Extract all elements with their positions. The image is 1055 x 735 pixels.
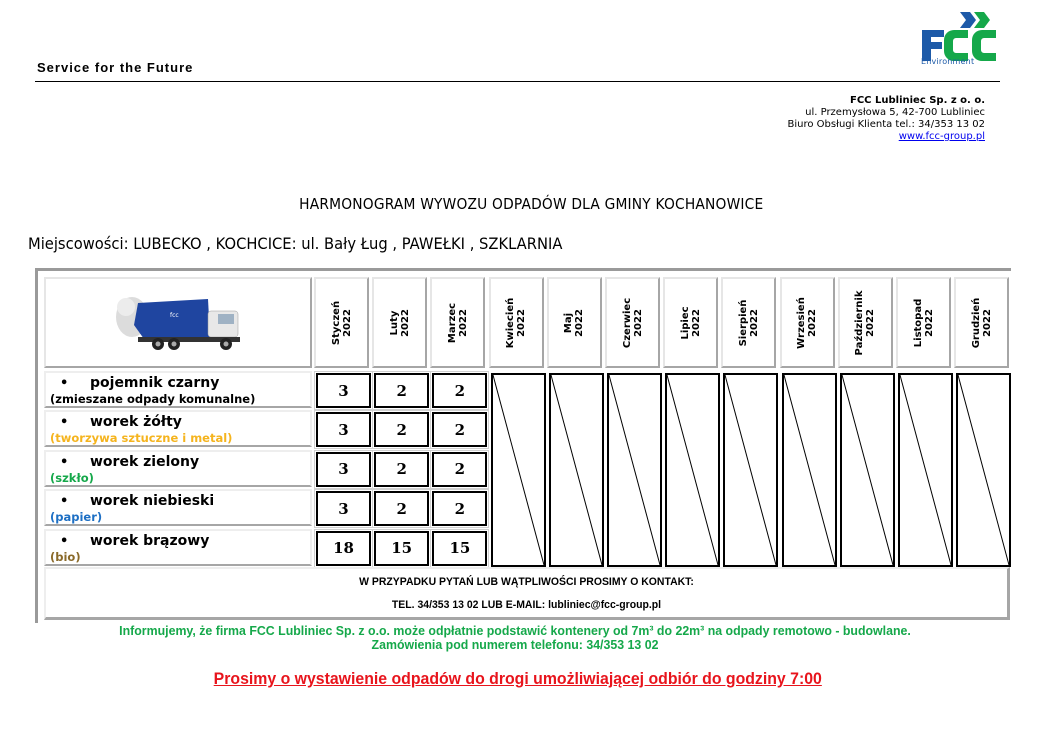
- month-name: Listopad: [912, 298, 924, 347]
- contact-line-1: W PRZYPADKU PYTAŃ LUB WĄTPLIWOŚCI PROSIMY O KONTAKT:: [359, 576, 694, 588]
- no-pickup-cell: [491, 373, 546, 567]
- waste-type-label: worek brązowy: [90, 532, 210, 549]
- month-name: Maj: [563, 312, 575, 333]
- bullet-icon: •: [60, 454, 69, 470]
- strike-diagonal-icon: [493, 375, 544, 565]
- bullet-icon: •: [60, 494, 69, 510]
- company-address: ul. Przemysłowa 5, 42-700 Lubliniec: [805, 107, 985, 118]
- month-header-label: [913, 298, 935, 346]
- no-pickup-cell: [956, 373, 1011, 567]
- month-name: Wrzesień: [796, 296, 808, 349]
- month-header-label: [854, 290, 876, 355]
- pickup-day-cell: 2: [374, 373, 429, 408]
- waste-type-description: (papier): [50, 510, 103, 525]
- month-header: [372, 277, 427, 368]
- waste-type-name: [60, 373, 310, 392]
- waste-type-name: [60, 491, 310, 510]
- schedule-table: [35, 268, 1011, 623]
- month-name: Grudzień: [970, 297, 982, 348]
- month-header: [663, 277, 718, 368]
- month-header-label: [796, 297, 818, 349]
- pickup-day-cell: 2: [374, 412, 429, 447]
- waste-type-row-label: [44, 489, 312, 526]
- no-pickup-cell: [840, 373, 895, 567]
- month-header-label: [563, 309, 585, 337]
- pickup-day-cell: 3: [316, 412, 371, 447]
- month-year: 2022: [690, 308, 702, 337]
- container-info-line-2: Zamówienia pod numerem telefonu: 34/353 13 02: [371, 637, 659, 652]
- waste-type-description: (zmieszane odpady komunalne): [50, 392, 256, 406]
- month-year: 2022: [516, 308, 528, 337]
- month-header-label: [505, 297, 527, 347]
- page-title-text: HARMONOGRAM WYWOZU ODPADÓW DLA GMINY KOCHANOWICE: [298, 195, 764, 213]
- bullet-icon: •: [60, 533, 69, 549]
- no-pickup-cell: [549, 373, 604, 567]
- strike-diagonal-icon: [842, 375, 893, 565]
- waste-type-description: (bio): [50, 549, 81, 564]
- waste-type-row-label: [44, 410, 312, 447]
- month-header-label: [971, 297, 993, 348]
- company-phone: Biuro Obsługi Klienta tel.: 34/353 13 02: [787, 119, 985, 130]
- strike-diagonal-icon: [958, 375, 1009, 565]
- month-header-label: [447, 302, 469, 342]
- month-header-label: [331, 300, 353, 344]
- month-header: [838, 277, 893, 368]
- waste-type-label: worek niebieski: [90, 493, 215, 510]
- month-name: Marzec: [446, 302, 458, 343]
- pickup-day-cell: 3: [316, 373, 371, 408]
- month-header: [896, 277, 951, 368]
- container-info-line-1: Informujemy, że firma FCC Lubliniec Sp. z o.o. może odpłatnie podstawić kontenery od 7m³ do 22m³ na odpady remotowo - budowlane.: [119, 623, 911, 638]
- month-header: [780, 277, 835, 368]
- month-header: [314, 277, 369, 368]
- month-name: Sierpień: [737, 299, 749, 346]
- waste-type-name: [60, 531, 310, 550]
- pickup-day-cell: 2: [432, 491, 487, 526]
- company-website-link[interactable]: www.fcc-group.pl: [898, 131, 985, 142]
- contact-line-2: TEL. 34/353 13 02 LUB E-MAIL: lubliniec@fcc-group.pl: [391, 599, 662, 611]
- pickup-day-cell: 3: [316, 491, 371, 526]
- slogan: Service for the Future: [37, 60, 194, 75]
- garbage-truck-icon: [108, 289, 248, 357]
- page-title: [0, 195, 1055, 213]
- strike-diagonal-icon: [900, 375, 951, 565]
- pickup-day-cell: 15: [432, 531, 487, 566]
- logo-caption: Environment: [921, 57, 975, 66]
- no-pickup-cell: [607, 373, 662, 567]
- month-name: Styczeń: [330, 300, 342, 345]
- month-header: [430, 277, 485, 368]
- month-year: 2022: [865, 308, 877, 337]
- waste-type-name: [60, 452, 310, 471]
- month-year: 2022: [632, 308, 644, 337]
- bullet-icon: •: [60, 376, 69, 391]
- month-header-label: [680, 306, 702, 339]
- no-pickup-cell: [723, 373, 778, 567]
- month-header: [489, 277, 544, 368]
- waste-type-description: (tworzywa sztuczne i metal): [50, 431, 233, 446]
- company-info: [788, 95, 985, 143]
- svg-text:fcc: fcc: [170, 312, 179, 319]
- month-header: [605, 277, 660, 368]
- pickup-day-cell: 18: [316, 531, 371, 566]
- pickup-day-cell: 2: [432, 412, 487, 447]
- pickup-notice-text: Prosimy o wystawienie odpadów do drogi umożliwiającej odbiór do godziny 7:00: [213, 670, 823, 688]
- month-header: [954, 277, 1009, 368]
- month-year: 2022: [807, 308, 819, 337]
- no-pickup-cell: [898, 373, 953, 567]
- pickup-day-cell: 15: [374, 531, 429, 566]
- pickup-day-cell: 2: [374, 491, 429, 526]
- waste-type-label: worek żółty: [90, 414, 182, 431]
- waste-type-label: worek zielony: [90, 453, 200, 470]
- month-header: [721, 277, 776, 368]
- towns-line: Miejscowości: LUBECKO , KOCHCICE: ul. Bały Ług , PAWEŁKI , SZKLARNIA: [28, 234, 563, 253]
- month-name: Lipiec: [679, 305, 691, 340]
- no-pickup-cell: [665, 373, 720, 567]
- month-year: 2022: [748, 308, 760, 337]
- company-name: FCC Lubliniec Sp. z o. o.: [850, 95, 985, 106]
- no-pickup-cell: [782, 373, 837, 567]
- month-header: [547, 277, 602, 368]
- month-name: Luty: [388, 310, 400, 335]
- month-year: 2022: [574, 308, 586, 337]
- container-info: [0, 624, 1030, 652]
- pickup-day-cell: 2: [374, 452, 429, 487]
- strike-diagonal-icon: [784, 375, 835, 565]
- strike-diagonal-icon: [551, 375, 602, 565]
- pickup-day-cell: 2: [432, 452, 487, 487]
- month-name: Październik: [854, 290, 866, 355]
- waste-type-row-label: [44, 450, 312, 487]
- month-name: Kwiecień: [505, 297, 517, 348]
- pickup-notice: [0, 669, 1036, 689]
- month-year: 2022: [457, 308, 469, 337]
- contact-box: [44, 567, 1010, 620]
- month-header-label: [738, 299, 760, 346]
- pickup-day-cell: 2: [432, 373, 487, 408]
- month-year: 2022: [399, 308, 411, 337]
- waste-type-description: (szkło): [50, 470, 94, 485]
- month-year: 2022: [341, 308, 353, 337]
- month-name: Czerwiec: [621, 297, 633, 348]
- month-header-label: [622, 297, 644, 347]
- month-header-label: [389, 309, 411, 337]
- month-year: 2022: [923, 308, 935, 337]
- strike-diagonal-icon: [725, 375, 776, 565]
- strike-diagonal-icon: [667, 375, 718, 565]
- header-divider: [35, 81, 1000, 82]
- waste-type-label: pojemnik czarny: [90, 375, 220, 391]
- waste-type-name: [60, 412, 310, 431]
- month-year: 2022: [981, 308, 993, 337]
- bullet-icon: •: [60, 415, 69, 431]
- truck-image-cell: [44, 277, 312, 368]
- waste-type-row-label: [44, 529, 312, 566]
- strike-diagonal-icon: [609, 375, 660, 565]
- pickup-day-cell: 3: [316, 452, 371, 487]
- waste-type-row-label: [44, 371, 312, 408]
